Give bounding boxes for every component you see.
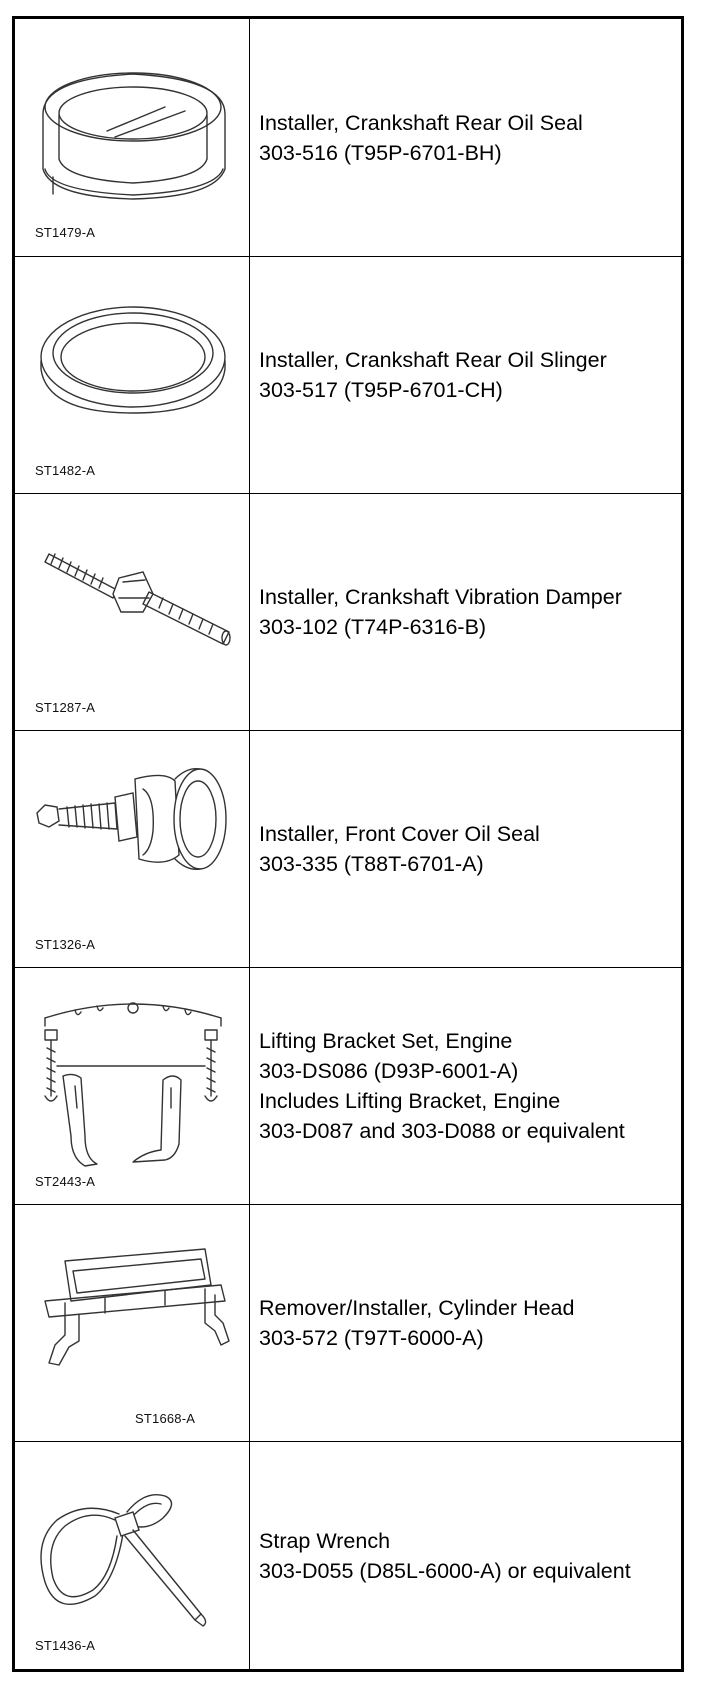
tool-name: Installer, Crankshaft Rear Oil Slinger [259,348,607,372]
tool-description [259,968,675,1204]
tool-row [15,256,681,493]
tool-name: Installer, Crankshaft Rear Oil Seal [259,110,583,135]
tool-number: 303-517 (T95P-6701-CH) [259,378,503,402]
tool-illustration-cell [15,19,250,256]
tool-illustration-cell [15,494,250,730]
tool-row [15,1204,681,1441]
illustration-code: ST1668-A [135,1411,196,1426]
illustration-code: ST1436-A [35,1638,96,1653]
tool-description [259,494,675,730]
front-cover-seal-installer-icon [15,731,250,968]
damper-installer-icon [15,494,250,731]
tool-row [15,19,681,256]
tool-name: Installer, Front Cover Oil Seal [259,822,540,846]
tool-number: 303-335 (T88T-6701-A) [259,852,484,876]
tool-name: Installer, Crankshaft Vibration Damper [259,585,622,609]
lifting-bracket-icon [15,968,250,1205]
oil-slinger-installer-icon [15,257,250,494]
tool-description [259,19,675,256]
oil-seal-installer-icon [15,19,250,256]
tool-name: Lifting Bracket Set, Engine [259,1029,513,1053]
special-tools-table [12,16,684,1672]
tool-illustration-cell [15,968,250,1204]
illustration-code: ST1482-A [35,463,96,478]
illustration-code: ST1287-A [35,700,96,715]
tool-row [15,967,681,1204]
tool-number: 303-D055 (D85L-6000-A) or equivalent [259,1558,631,1583]
tool-illustration-cell [15,257,250,493]
tool-illustration-cell [15,731,250,967]
illustration-code: ST1479-A [35,225,96,240]
illustration-code: ST2443-A [35,1174,96,1189]
tool-note: 303-D087 and 303-D088 or equivalent [259,1119,625,1143]
tool-illustration-cell [15,1205,250,1441]
tool-description [259,1442,675,1669]
tool-row [15,730,681,967]
tool-number: 303-102 (T74P-6316-B) [259,615,487,639]
tool-row [15,1441,681,1669]
tool-description [259,257,675,493]
tool-number: 303-DS086 (D93P-6001-A) [259,1059,519,1083]
tool-illustration-cell [15,1442,250,1669]
tool-description [259,1205,675,1441]
tool-number: 303-516 (T95P-6701-BH) [259,140,502,165]
tool-description [259,731,675,967]
tool-row [15,493,681,730]
tool-note: Includes Lifting Bracket, Engine [259,1089,561,1113]
cylinder-head-fixture-icon [15,1205,250,1442]
tool-number: 303-572 (T97T-6000-A) [259,1326,484,1350]
illustration-code: ST1326-A [35,937,96,952]
tool-name: Remover/Installer, Cylinder Head [259,1296,575,1320]
tool-name: Strap Wrench [259,1528,391,1553]
